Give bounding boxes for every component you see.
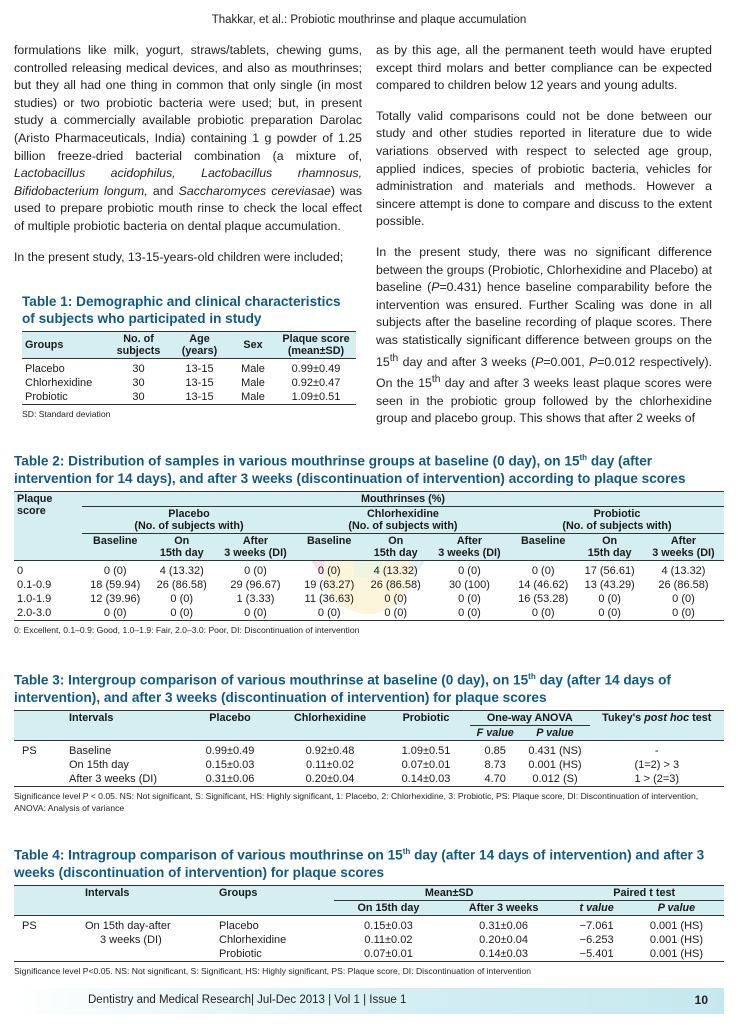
t2-h-on15: On 15th day bbox=[159, 534, 204, 559]
t4-stub-ps: PS bbox=[22, 919, 37, 932]
t4-cell: 0.07±0.01 bbox=[364, 947, 413, 960]
table-row bbox=[14, 915, 724, 933]
table-1 bbox=[22, 331, 356, 405]
t1-cell: Male bbox=[241, 377, 265, 389]
table-row bbox=[14, 592, 724, 606]
t2-h-on15: On 15th day bbox=[373, 534, 418, 559]
table-4-title: Table 4: Intragroup comparison of various mouthrinse on 15th day (after 14 days of intervention) and after 3 weeks (discontinuation of intervention) for plaque scores bbox=[14, 847, 705, 880]
t3-cell: 0.92±0.48 bbox=[305, 744, 355, 757]
t2-cell: 0 (0) bbox=[458, 592, 481, 605]
t4-cell: Chlorhexidine bbox=[219, 933, 287, 946]
left-paragraph-1: formulations like milk, yogurt, straws/tablets, chewing gums, controlled releasing medical devices, and also as mouthrinses; but they all had one thing in common that only single (in most studies) or two probiotic bacteria were used; but, in present study a commercially available probiotic preparation Darolac (Aristo Pharmaceuticals, India) containing 1 g powder of 1.25 billion freeze-dried bacterial combination (a mixture of, Lactobacillus acidophilus, Lactobacillus rhamnosus, Bifidobacterium longum, and Saccharomyces cereviasae) was used to prepare probiotic mouth rinse to check the local effect of multiple probiotic bacteria on dental plaque accumulation. bbox=[14, 43, 362, 233]
t2-cell: 26 (86.58) bbox=[658, 578, 709, 591]
t3-cell: After 3 weeks (DI) bbox=[69, 772, 158, 785]
t2-cell: 0 (0) bbox=[531, 564, 555, 577]
t1-h-age: Age (years) bbox=[181, 333, 218, 357]
t4-interval-b: 3 weeks (DI) bbox=[100, 933, 162, 946]
t2-header-row-3 bbox=[14, 533, 724, 560]
t2-cell: 29 (96.67) bbox=[230, 578, 281, 591]
t3-cell: 1 > (2=3) bbox=[634, 772, 680, 785]
table-4-block bbox=[14, 843, 724, 977]
t2-h-after3w: After 3 weeks (DI) bbox=[224, 534, 287, 559]
t4-h-intervals: Intervals bbox=[85, 886, 130, 899]
table-row bbox=[22, 359, 356, 377]
t2-header-row-1 bbox=[14, 491, 724, 506]
t4-interval-a: On 15th day-after bbox=[85, 919, 171, 932]
table-4-note: Significance level P<0.05. NS: Not significant, S: Significant, HS: Highly significant, PS: Plaque score, DI: Discontinuation of intervention bbox=[14, 965, 532, 976]
t2-cell: 0 (0) bbox=[672, 606, 695, 619]
t2-h-baseline: Baseline bbox=[520, 534, 566, 547]
t3-cell: - bbox=[654, 744, 659, 757]
t1-cell: 0.92±0.47 bbox=[291, 377, 341, 389]
t2-score-cell: 2.0-3.0 bbox=[17, 606, 52, 619]
table-1-header-row bbox=[22, 332, 356, 359]
right-paragraph-1: as by this age, all the permanent teeth would have erupted except third molars and better compliance can be expected compared to children below 12 years and young adults. bbox=[376, 43, 712, 93]
t3-stub-ps: PS bbox=[22, 744, 37, 757]
t2-h-after3w: After 3 weeks (DI) bbox=[438, 534, 501, 559]
t3-h-tukey: Tukey's post hoc test bbox=[602, 711, 712, 724]
t4-cell: 0.001 (HS) bbox=[649, 947, 704, 960]
t4-h-after3w: After 3 weeks bbox=[468, 901, 539, 914]
table-row bbox=[14, 772, 724, 787]
t1-cell: Probiotic bbox=[25, 391, 68, 403]
t1-cell: 13-15 bbox=[185, 391, 214, 403]
t2-h-after3w: After 3 weeks (DI) bbox=[652, 534, 715, 559]
t4-cell: −5.401 bbox=[579, 947, 614, 960]
t1-cell: Chlorhexidine bbox=[25, 377, 93, 389]
table-3 bbox=[14, 710, 724, 787]
t4-cell: −6.253 bbox=[579, 933, 614, 946]
t4-header-row-1 bbox=[14, 885, 724, 900]
t2-score-cell: 0.1-0.9 bbox=[17, 578, 52, 591]
t3-cell: 0.85 bbox=[484, 744, 506, 757]
t2-cell: 0 (0) bbox=[672, 592, 695, 605]
t1-h-plaque: Plaque score (mean±SD) bbox=[282, 333, 350, 357]
t4-cell: 0.14±0.03 bbox=[479, 947, 529, 960]
t2-cell: 4 (13.32) bbox=[661, 564, 706, 577]
t3-cell: 0.07±0.01 bbox=[401, 758, 451, 771]
left-paragraph-2: In the present study, 13-15-years-old children were included; bbox=[14, 249, 344, 264]
t2-cell: 0 (0) bbox=[384, 592, 407, 605]
t2-cell: 19 (63.27) bbox=[304, 578, 355, 591]
t2-cell: 0 (0) bbox=[244, 564, 267, 577]
table-3-note: Significance level P < 0.05. NS: Not significant, S: Significant, HS: Highly significant, 1: Placebo, 2: Chlorhexidine, 3: Probiotic, PS: Plaque score, DI: Discontinuation of intervention, ANOVA: Analysis of variance bbox=[14, 790, 699, 813]
t3-h-placebo: Placebo bbox=[209, 711, 251, 724]
t2-cell: 0 (0) bbox=[103, 564, 127, 577]
t4-h-paired-t: Paired t test bbox=[564, 885, 724, 900]
t4-h-on15: On 15th day bbox=[357, 901, 420, 914]
t3-cell: On 15th day bbox=[69, 758, 129, 771]
t4-cell: 0.20±0.04 bbox=[479, 933, 529, 946]
t2-cell: 26 (86.58) bbox=[156, 578, 207, 591]
t4-cell: Placebo bbox=[219, 919, 259, 932]
table-row bbox=[14, 606, 724, 621]
table-1-block bbox=[22, 293, 356, 420]
t3-h-intervals: Intervals bbox=[69, 711, 114, 724]
t2-cell: 0 (0) bbox=[170, 592, 194, 605]
t2-cell: 0 (0) bbox=[598, 606, 621, 619]
t2-cell: 0 (0) bbox=[170, 606, 194, 619]
t2-cell: 1 (3.33) bbox=[236, 592, 275, 605]
right-paragraph-3: In the present study, there was no significant difference between the groups (Probiotic, Chlorhexidine and Placebo) at baseline (P=0.431) hence baseline comparability before the intervention was ensured. Further Scaling was done in all subjects after the baseline recording of plaque scores. There was statistically significant difference between groups on the 15th day and after 3 weeks (P=0.001, P=0.012 respectively). On the 15th day and after 3 weeks least plaque scores were seen in the probiotic group followed by the chlorhexidine group and placebo group. This shows that after 2 weeks of bbox=[376, 244, 712, 426]
t3-cell: 0.11±0.02 bbox=[305, 758, 355, 771]
t2-cell: 16 (53.28) bbox=[518, 592, 569, 605]
table-1-title: Table 1: Demographic and clinical characteristics of subjects who participated in study bbox=[22, 294, 341, 326]
t2-score-cell: 1.0-1.9 bbox=[17, 592, 52, 605]
t2-cell: 0 (0) bbox=[458, 606, 481, 619]
t1-h-subjects: No. of subjects bbox=[116, 333, 161, 357]
t4-cell: 0.11±0.02 bbox=[364, 933, 413, 946]
t2-cell: 30 (100) bbox=[448, 578, 490, 591]
table-row bbox=[14, 947, 724, 962]
t3-header-row-1 bbox=[14, 710, 724, 725]
t3-cell: 4.70 bbox=[484, 772, 506, 785]
table-2-body bbox=[14, 560, 724, 620]
t3-cell: 0.012 (S) bbox=[532, 772, 578, 785]
t3-cell: 0.15±0.03 bbox=[205, 758, 255, 771]
footer-journal-info: Dentistry and Medical Research| Jul-Dec 2013 | Vol 1 | Issue 1 bbox=[88, 994, 407, 1006]
t3-cell: 0.31±0.06 bbox=[205, 772, 255, 785]
table-3-block bbox=[14, 668, 724, 814]
t3-cell: 0.14±0.03 bbox=[401, 772, 451, 785]
t2-cell: 0 (0) bbox=[458, 564, 481, 577]
table-row bbox=[22, 390, 356, 405]
t1-cell: 30 bbox=[132, 391, 145, 403]
t2-cell: 4 (13.32) bbox=[373, 564, 418, 577]
t2-cell: 0 (0) bbox=[317, 564, 341, 577]
running-head: Thakkar, et al.: Probiotic mouthrinse and plaque accumulation bbox=[211, 14, 527, 26]
t2-cell: 12 (39.96) bbox=[90, 592, 141, 605]
t1-cell: 1.09±0.51 bbox=[291, 391, 341, 403]
table-row bbox=[14, 758, 724, 772]
t2-cell: 14 (46.62) bbox=[518, 578, 569, 591]
t2-h-baseline: Baseline bbox=[93, 534, 138, 547]
t2-h-placebo: Placebo (No. of subjects with) bbox=[82, 506, 296, 533]
table-row bbox=[14, 740, 724, 758]
t1-cell: 13-15 bbox=[185, 363, 214, 375]
t3-h-chlorhexidine: Chlorhexidine bbox=[294, 711, 366, 724]
t2-h-baseline: Baseline bbox=[307, 534, 352, 547]
t2-cell: 0 (0) bbox=[244, 606, 267, 619]
t2-cell: 18 (59.94) bbox=[90, 578, 141, 591]
t4-h-groups: Groups bbox=[219, 886, 258, 899]
t4-cell: 0.15±0.03 bbox=[364, 919, 413, 932]
t2-score-cell: 0 bbox=[17, 564, 24, 577]
t2-cell: 0 (0) bbox=[598, 592, 621, 605]
t4-cell: Probiotic bbox=[219, 947, 262, 960]
t2-h-mouthrinses: Mouthrinses (%) bbox=[82, 491, 724, 506]
t1-cell: 30 bbox=[132, 363, 145, 375]
t3-cell: 8.73 bbox=[484, 758, 506, 771]
t1-cell: Male bbox=[241, 391, 265, 403]
table-row bbox=[14, 578, 724, 592]
page-number: 10 bbox=[694, 993, 708, 1007]
t3-h-f-value: F value bbox=[476, 726, 514, 739]
t1-cell: 13-15 bbox=[185, 377, 214, 389]
t1-cell: Placebo bbox=[25, 363, 65, 375]
t4-cell: −7.061 bbox=[579, 919, 614, 932]
t2-h-plaque-score: Plaque score bbox=[17, 492, 53, 517]
t3-cell: 1.09±0.51 bbox=[401, 744, 451, 757]
table-row bbox=[14, 933, 724, 947]
t4-cell: 0.31±0.06 bbox=[479, 919, 529, 932]
t2-cell: 0 (0) bbox=[384, 606, 407, 619]
t3-h-probiotic: Probiotic bbox=[402, 711, 450, 724]
t4-h-mean-sd: Mean±SD bbox=[334, 885, 564, 900]
table-2-title: Table 2: Distribution of samples in various mouthrinse groups at baseline (0 day), on 15th day (after intervention for 14 days), and after 3 weeks (discontinuation of intervention) according to plaque scores bbox=[14, 453, 686, 486]
t3-h-p-value: P value bbox=[536, 726, 574, 739]
t3-h-anova: One-way ANOVA bbox=[470, 710, 590, 725]
t2-cell: 17 (56.61) bbox=[584, 564, 635, 577]
t4-cell: 0.001 (HS) bbox=[649, 919, 704, 932]
t4-cell: 0.001 (HS) bbox=[649, 933, 704, 946]
t2-cell: 0 (0) bbox=[317, 606, 341, 619]
table-3-title: Table 3: Intergroup comparison of various mouthrinse at baseline (0 day), on 15th day (after 14 days of intervention), and after 3 weeks (discontinuation of intervention) for plaque scores bbox=[14, 672, 671, 705]
table-1-note: SD: Standard deviation bbox=[22, 409, 111, 419]
right-column bbox=[376, 42, 712, 441]
table-2 bbox=[14, 491, 724, 621]
t1-cell: Male bbox=[241, 363, 265, 375]
t2-header-row-2 bbox=[14, 506, 724, 533]
t4-h-t-value: t value bbox=[579, 901, 614, 914]
t1-cell: 30 bbox=[132, 377, 145, 389]
t2-cell: 0 (0) bbox=[103, 606, 127, 619]
t3-cell: Baseline bbox=[69, 744, 112, 757]
right-paragraph-2: Totally valid comparisons could not be done between our study and other studies reported in literature due to wide variations observed with respect to selected age group, applied indices, species of probiotic bacteria, vehicles for administration and materials and methods. However a sincere attempt is done to compare and discuss to the extent possible. bbox=[376, 108, 712, 229]
t2-cell: 13 (43.29) bbox=[584, 578, 635, 591]
t3-cell: 0.001 (HS) bbox=[528, 758, 582, 771]
t2-cell: 11 (36.63) bbox=[304, 592, 354, 605]
table-row bbox=[22, 376, 356, 390]
t3-cell: 0.99±0.49 bbox=[205, 744, 255, 757]
table-row bbox=[14, 560, 724, 578]
t2-cell: 26 (86.58) bbox=[370, 578, 421, 591]
t1-cell: 0.99±0.49 bbox=[291, 363, 341, 375]
t2-cell: 4 (13.32) bbox=[159, 564, 204, 577]
t3-cell: (1=2) > 3 bbox=[634, 758, 680, 771]
t2-h-chlorhexidine: Chlorhexidine (No. of subjects with) bbox=[296, 506, 510, 533]
t1-h-groups: Groups bbox=[25, 339, 64, 351]
page-footer bbox=[0, 988, 738, 1015]
t1-h-sex: Sex bbox=[243, 339, 263, 351]
t2-h-probiotic: Probiotic (No. of subjects with) bbox=[510, 506, 724, 533]
table-4 bbox=[14, 885, 724, 962]
t2-cell: 0 (0) bbox=[531, 606, 555, 619]
t2-h-on15: On 15th day bbox=[587, 534, 632, 559]
t4-h-p-value: P value bbox=[657, 901, 696, 914]
table-2-block bbox=[14, 449, 724, 636]
left-column bbox=[14, 42, 362, 279]
t3-cell: 0.20±0.04 bbox=[305, 772, 355, 785]
t3-cell: 0.431 (NS) bbox=[528, 744, 582, 757]
table-2-note: 0: Excellent, 0.1–0.9: Good, 1.0–1.9: Fair, 2.0–3.0: Poor, DI: Discontinuation of intervention bbox=[14, 624, 360, 635]
